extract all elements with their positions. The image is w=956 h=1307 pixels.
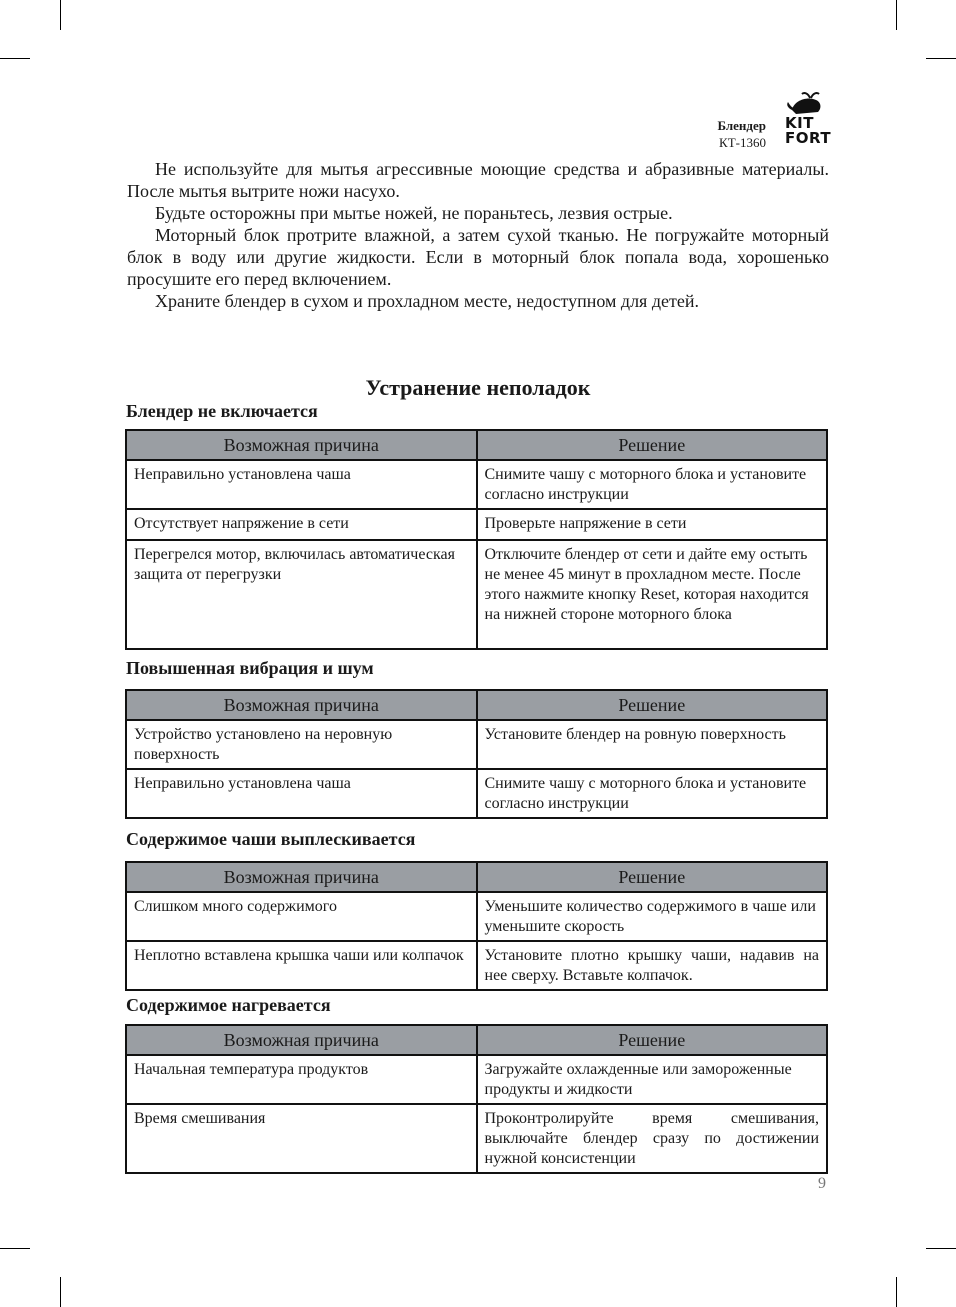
solution-cell: Уменьшите количество содержимого в чаше или уменьшите скорость — [477, 892, 828, 941]
logo-line: FORT — [785, 129, 832, 147]
cause-cell: Устройство установлено на неровную поверхность — [126, 720, 477, 769]
cause-cell: Слишком много содержимого — [126, 892, 477, 941]
table-row — [126, 540, 827, 649]
column-header-cause: Возможная причина — [126, 430, 477, 460]
problem-title: Блендер не включается — [126, 401, 318, 421]
solution-cell: Загружайте охлажденные или замороженные продукты и жидкости — [477, 1055, 828, 1104]
paragraph: Будьте осторожны при мытье ножей, не пораньтесь, лезвия острые. — [155, 203, 673, 223]
paragraph: Храните блендер в сухом и прохладном месте, недоступном для детей. — [155, 291, 699, 311]
cause-cell: Неправильно установлена чаша — [126, 460, 477, 509]
page-number: 9 — [818, 1175, 826, 1192]
product-name: Блендер — [717, 118, 766, 133]
table-header-row — [126, 1025, 827, 1055]
cause-cell: Отсутствует напряжение в сети — [126, 509, 477, 540]
troubleshooting-table — [125, 689, 828, 819]
cause-cell: Начальная температура продуктов — [126, 1055, 477, 1104]
table-header-row — [126, 862, 827, 892]
solution-cell: Снимите чашу с моторного блока и установите согласно инструкции — [477, 769, 828, 818]
table-row — [126, 460, 827, 509]
solution-cell: Установите блендер на ровную поверхность — [477, 720, 828, 769]
solution-cell: Проконтролируйте время смешивания, выключайте блендер сразу по достижении нужной консистенции — [477, 1104, 828, 1173]
solution-cell: Отключите блендер от сети и дайте ему остыть не менее 45 минут в прохладном месте. После этого нажмите кнопку Reset, которая находится на нижней стороне моторного блока — [477, 540, 828, 649]
product-info — [717, 117, 766, 151]
solution-cell: Установите плотно крышку чаши, надавив на нее сверху. Вставьте колпачок. — [477, 941, 828, 990]
table-row — [126, 769, 827, 818]
crop-mark — [0, 58, 30, 59]
troubleshooting-table — [125, 861, 828, 991]
table-header-row — [126, 430, 827, 460]
table-row — [126, 720, 827, 769]
cause-cell: Неплотно вставлена крышка чаши или колпачок — [126, 941, 477, 990]
crop-mark — [896, 0, 897, 30]
paragraph: Моторный блок протрите влажной, а затем сухой тканью. Не погружайте моторный блок в воду или другие жидкости. Если в моторный блок попала вода, хорошенько просушите его перед включением. — [127, 225, 829, 289]
table-row — [126, 892, 827, 941]
solution-cell: Проверьте напряжение в сети — [477, 509, 828, 540]
section-title: Устранение неполадок — [365, 375, 591, 400]
cause-cell: Неправильно установлена чаша — [126, 769, 477, 818]
care-instructions — [127, 158, 829, 312]
crop-mark — [60, 1277, 61, 1307]
column-header-solution: Решение — [477, 430, 828, 460]
cause-cell: Перегрелся мотор, включилась автоматическая защита от перегрузки — [126, 540, 477, 649]
crop-mark — [926, 58, 956, 59]
paragraph: Не используйте для мытья агрессивные моющие средства и абразивные материалы. После мытья вытрите ножи насухо. — [127, 159, 829, 201]
crop-mark — [60, 0, 61, 30]
troubleshooting-table — [125, 1024, 828, 1174]
column-header-cause: Возможная причина — [126, 862, 477, 892]
column-header-cause: Возможная причина — [126, 1025, 477, 1055]
table-row — [126, 941, 827, 990]
table-row — [126, 1104, 827, 1173]
column-header-solution: Решение — [477, 862, 828, 892]
column-header-solution: Решение — [477, 690, 828, 720]
problem-title: Повышенная вибрация и шум — [126, 658, 374, 678]
brand-logo — [785, 116, 831, 146]
crop-mark — [926, 1248, 956, 1249]
model-code: КТ-1360 — [719, 135, 766, 150]
column-header-solution: Решение — [477, 1025, 828, 1055]
table-header-row — [126, 690, 827, 720]
page-header — [690, 88, 840, 148]
crop-mark — [896, 1277, 897, 1307]
table-row — [126, 509, 827, 540]
solution-cell: Снимите чашу с моторного блока и установите согласно инструкции — [477, 460, 828, 509]
table-row — [126, 1055, 827, 1104]
column-header-cause: Возможная причина — [126, 690, 477, 720]
logo-line: KIT — [785, 114, 814, 132]
problem-title: Содержимое нагревается — [126, 995, 331, 1015]
cause-cell: Время смешивания — [126, 1104, 477, 1173]
troubleshooting-table — [125, 429, 828, 650]
crop-mark — [0, 1248, 30, 1249]
problem-title: Содержимое чаши выплескивается — [126, 829, 416, 849]
